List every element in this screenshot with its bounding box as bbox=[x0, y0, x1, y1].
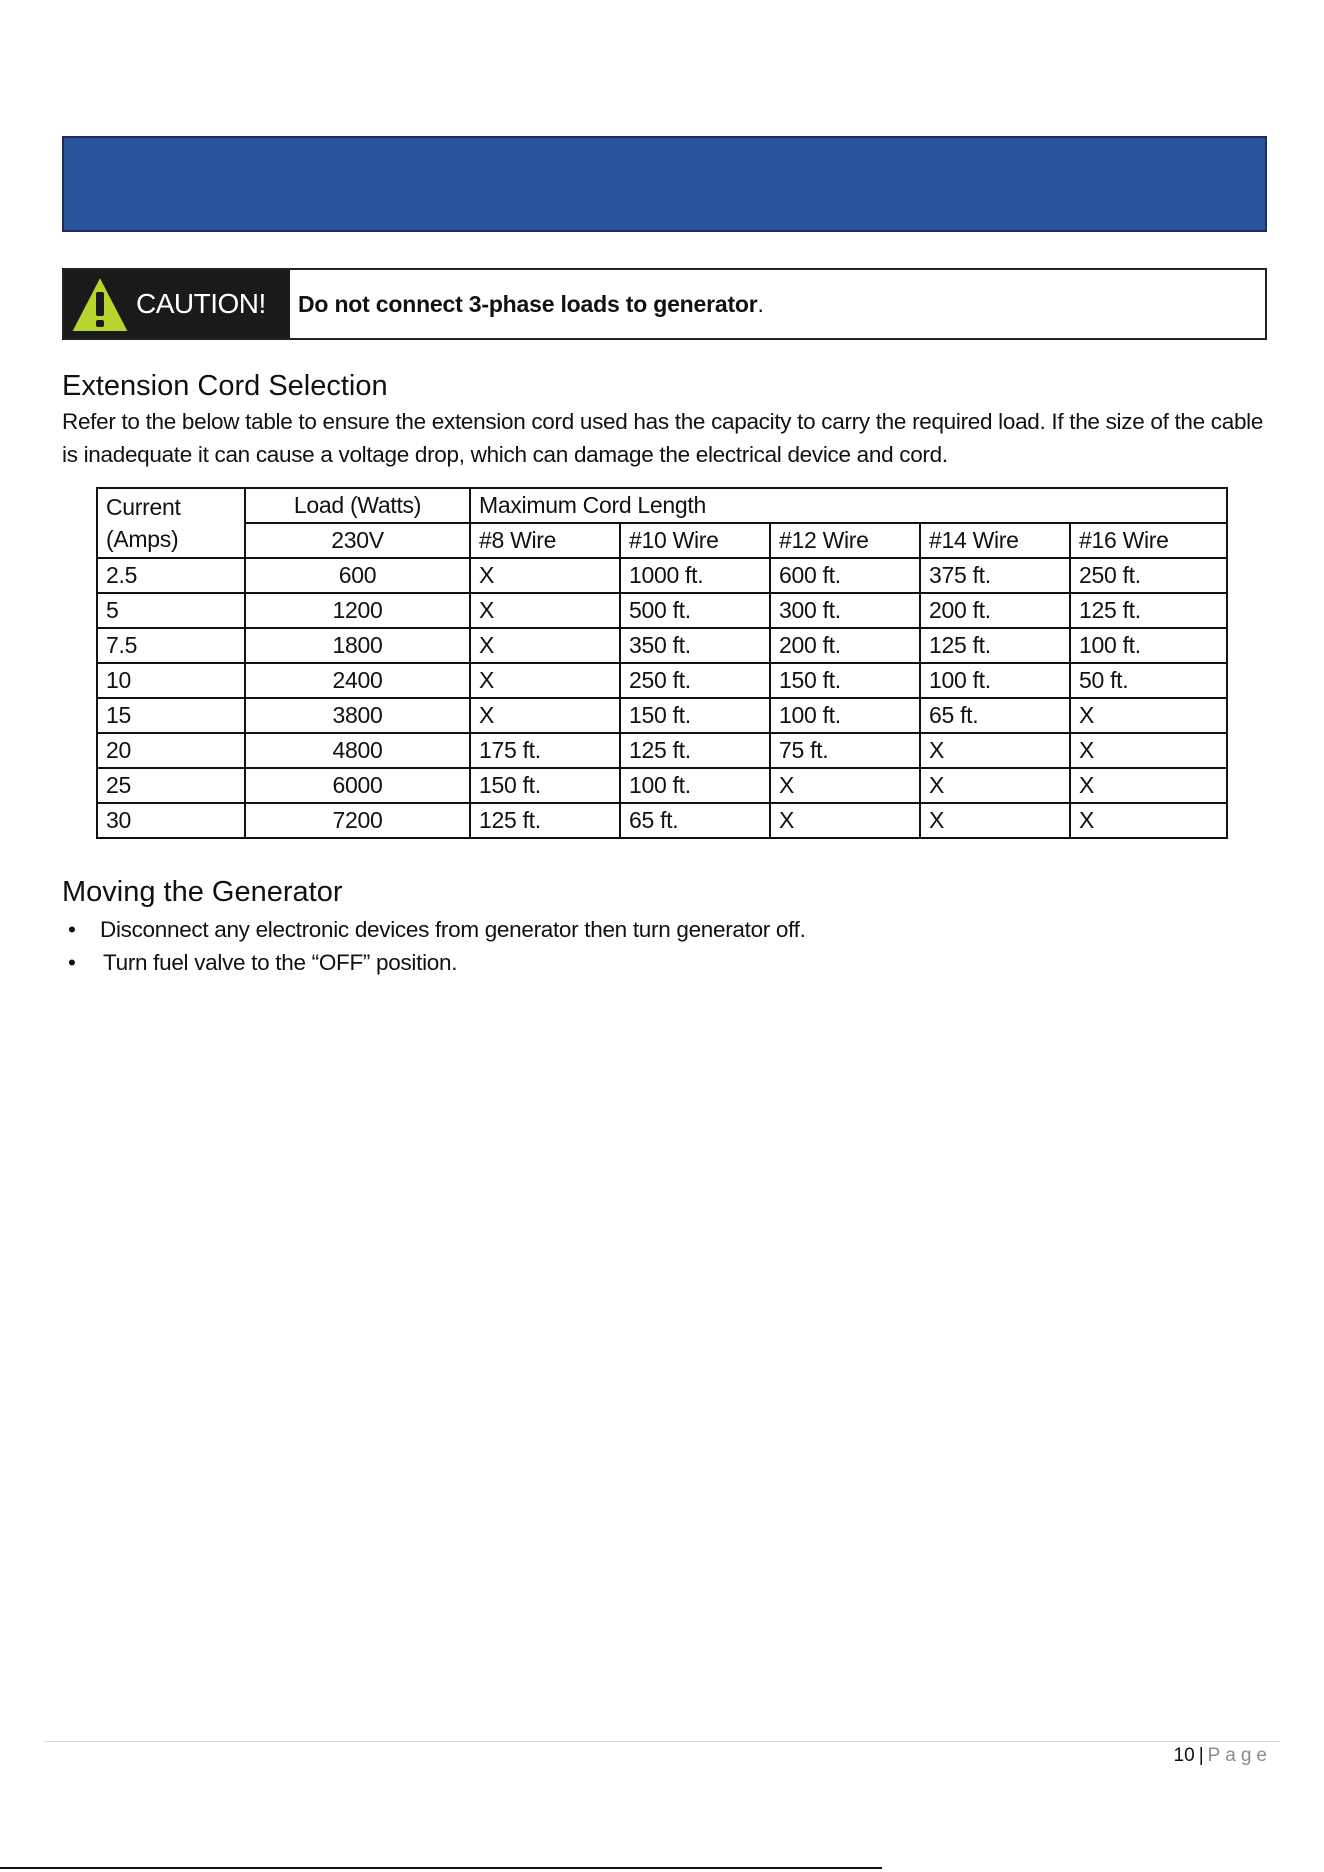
wire14-cell: 200 ft. bbox=[920, 593, 1070, 628]
wire-header: #12 Wire bbox=[770, 523, 920, 558]
page-number-value: 10 bbox=[1173, 1745, 1195, 1766]
load-cell: 3800 bbox=[245, 698, 470, 733]
wire12-cell: X bbox=[770, 803, 920, 838]
wire-header: #16 Wire bbox=[1070, 523, 1227, 558]
extension-cord-paragraph: Refer to the below table to ensure the extension cord used has the capacity to carry the required load. If the size of the cable is inadequate it can cause a voltage drop, which can damage the electrical device and cord. bbox=[62, 409, 1264, 467]
extension-cord-heading: Extension Cord Selection bbox=[62, 370, 388, 402]
list-item bbox=[62, 946, 806, 979]
caution-box bbox=[62, 268, 1267, 340]
cord-length-table bbox=[96, 487, 1228, 839]
wire-header: #10 Wire bbox=[620, 523, 770, 558]
current-cell: 20 bbox=[97, 733, 245, 768]
current-cell: 10 bbox=[97, 663, 245, 698]
current-cell: 25 bbox=[97, 768, 245, 803]
load-header: Load (Watts) bbox=[245, 488, 470, 523]
wire10-cell: 65 ft. bbox=[620, 803, 770, 838]
wire12-cell: 600 ft. bbox=[770, 558, 920, 593]
wire8-cell: 175 ft. bbox=[470, 733, 620, 768]
wire16-cell: X bbox=[1070, 733, 1227, 768]
wire8-cell: X bbox=[470, 628, 620, 663]
wire12-cell: 200 ft. bbox=[770, 628, 920, 663]
load-cell: 6000 bbox=[245, 768, 470, 803]
page-number bbox=[1174, 1745, 1272, 1767]
wire14-cell: 125 ft. bbox=[920, 628, 1070, 663]
wire8-cell: 125 ft. bbox=[470, 803, 620, 838]
caution-message bbox=[290, 270, 764, 338]
table-row bbox=[97, 558, 1227, 593]
wire16-cell: 100 ft. bbox=[1070, 628, 1227, 663]
table-row bbox=[97, 593, 1227, 628]
load-cell: 1200 bbox=[245, 593, 470, 628]
wire12-cell: 75 ft. bbox=[770, 733, 920, 768]
load-cell: 2400 bbox=[245, 663, 470, 698]
list-item bbox=[62, 913, 806, 946]
wire12-cell: 150 ft. bbox=[770, 663, 920, 698]
wire10-cell: 125 ft. bbox=[620, 733, 770, 768]
load-cell: 600 bbox=[245, 558, 470, 593]
wire16-cell: X bbox=[1070, 803, 1227, 838]
current-header-line1: Current bbox=[106, 494, 181, 520]
wire14-cell: 100 ft. bbox=[920, 663, 1070, 698]
table-row bbox=[97, 768, 1227, 803]
bullet-dot: • bbox=[68, 917, 76, 942]
list-item-text: Disconnect any electronic devices from generator then turn generator off. bbox=[100, 917, 806, 942]
wire12-cell: 300 ft. bbox=[770, 593, 920, 628]
caution-message-text: Do not connect 3-phase loads to generator bbox=[298, 290, 758, 317]
bottom-edge-rule bbox=[0, 1867, 882, 1869]
wire16-cell: X bbox=[1070, 698, 1227, 733]
max-length-header: Maximum Cord Length bbox=[470, 488, 1227, 523]
current-header-line2: (Amps) bbox=[106, 526, 179, 552]
wire10-cell: 250 ft. bbox=[620, 663, 770, 698]
current-cell: 5 bbox=[97, 593, 245, 628]
section-header-banner bbox=[62, 136, 1267, 232]
wire-header: #14 Wire bbox=[920, 523, 1070, 558]
wire10-cell: 100 ft. bbox=[620, 768, 770, 803]
wire14-cell: X bbox=[920, 768, 1070, 803]
wire8-cell: 150 ft. bbox=[470, 768, 620, 803]
wire10-cell: 350 ft. bbox=[620, 628, 770, 663]
current-header bbox=[97, 488, 245, 558]
wire14-cell: 65 ft. bbox=[920, 698, 1070, 733]
warning-triangle-icon bbox=[68, 272, 132, 336]
bullet-dot: • bbox=[68, 950, 76, 975]
current-cell: 30 bbox=[97, 803, 245, 838]
wire16-cell: 50 ft. bbox=[1070, 663, 1227, 698]
load-cell: 1800 bbox=[245, 628, 470, 663]
load-cell: 7200 bbox=[245, 803, 470, 838]
wire12-cell: X bbox=[770, 768, 920, 803]
table-row bbox=[97, 628, 1227, 663]
footer-rule bbox=[44, 1741, 1280, 1742]
caution-tag bbox=[64, 270, 290, 338]
wire16-cell: X bbox=[1070, 768, 1227, 803]
table-row bbox=[97, 698, 1227, 733]
table-row bbox=[97, 663, 1227, 698]
current-cell: 2.5 bbox=[97, 558, 245, 593]
wire-header: #8 Wire bbox=[470, 523, 620, 558]
wire8-cell: X bbox=[470, 698, 620, 733]
wire16-cell: 125 ft. bbox=[1070, 593, 1227, 628]
wire8-cell: X bbox=[470, 663, 620, 698]
wire14-cell: X bbox=[920, 733, 1070, 768]
moving-generator-heading: Moving the Generator bbox=[62, 876, 343, 908]
wire8-cell: X bbox=[470, 558, 620, 593]
wire16-cell: 250 ft. bbox=[1070, 558, 1227, 593]
table-row bbox=[97, 733, 1227, 768]
page-word: Page bbox=[1207, 1745, 1272, 1766]
table-header-row-2 bbox=[97, 523, 1227, 558]
current-cell: 7.5 bbox=[97, 628, 245, 663]
table-row bbox=[97, 803, 1227, 838]
wire10-cell: 500 ft. bbox=[620, 593, 770, 628]
table-header-row-1 bbox=[97, 488, 1227, 523]
voltage-header: 230V bbox=[245, 523, 470, 558]
caution-label: CAUTION! bbox=[136, 288, 266, 319]
load-cell: 4800 bbox=[245, 733, 470, 768]
moving-steps-list bbox=[62, 913, 806, 979]
wire12-cell: 100 ft. bbox=[770, 698, 920, 733]
wire10-cell: 1000 ft. bbox=[620, 558, 770, 593]
wire14-cell: 375 ft. bbox=[920, 558, 1070, 593]
caution-message-period: . bbox=[757, 290, 764, 317]
current-cell: 15 bbox=[97, 698, 245, 733]
wire8-cell: X bbox=[470, 593, 620, 628]
page-number-separator: | bbox=[1198, 1745, 1204, 1766]
wire14-cell: X bbox=[920, 803, 1070, 838]
list-item-text: Turn fuel valve to the “OFF” position. bbox=[103, 950, 458, 975]
wire10-cell: 150 ft. bbox=[620, 698, 770, 733]
